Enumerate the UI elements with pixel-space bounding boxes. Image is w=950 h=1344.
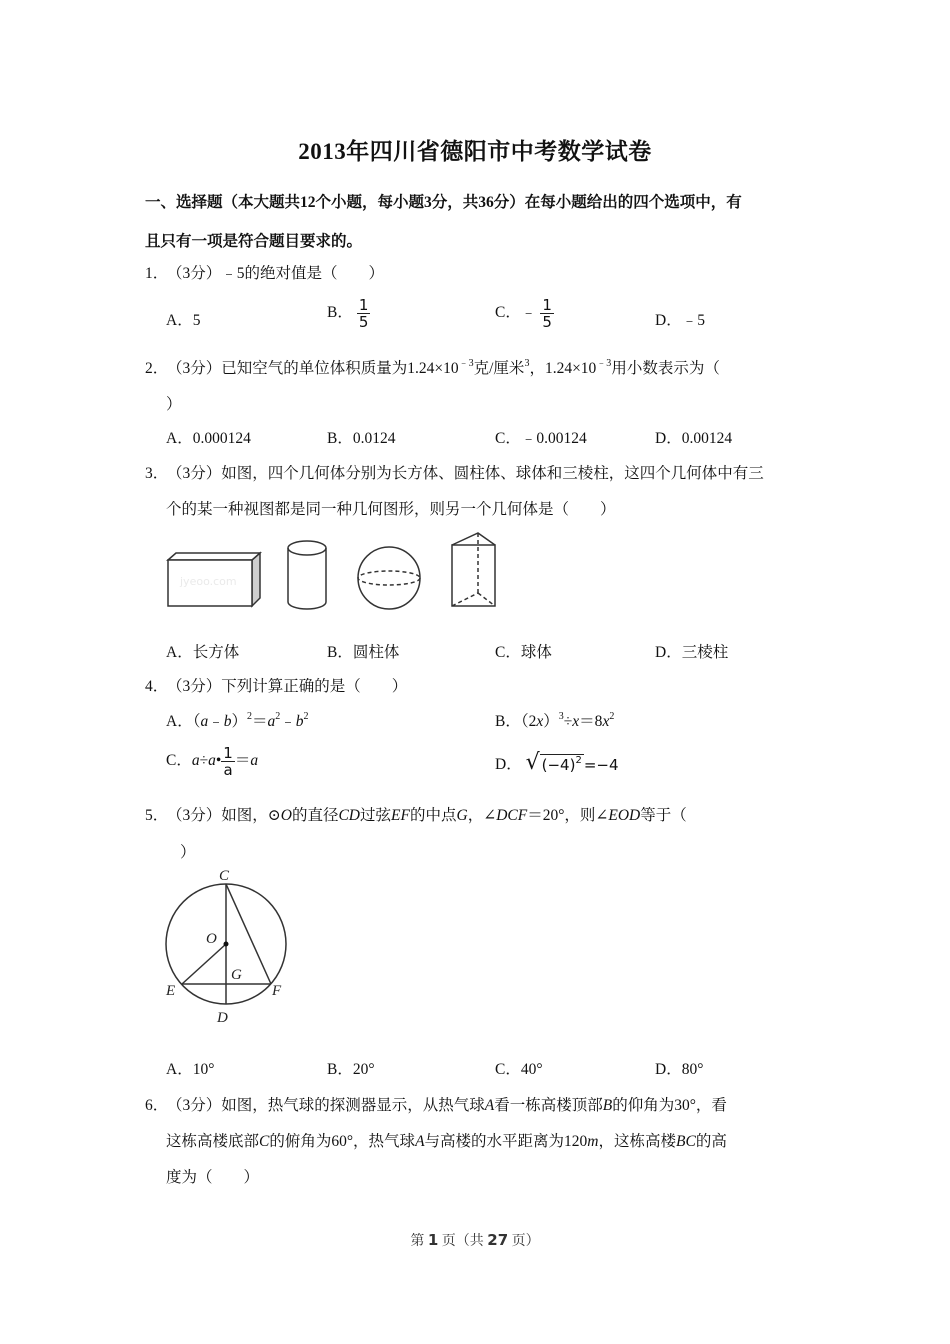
center-point — [224, 942, 229, 947]
text: 看一栋高楼顶部 — [494, 1097, 603, 1114]
question-3 — [145, 461, 764, 483]
question-5 — [145, 803, 687, 825]
text: 的高 — [695, 1133, 727, 1150]
question-6 — [145, 1093, 727, 1115]
question-text: （3分）﹣5的绝对值是（ ） — [167, 265, 385, 282]
option-label: B． — [495, 713, 521, 730]
option-label: B． — [327, 430, 353, 447]
label-f: F — [272, 983, 282, 999]
option-label: D． — [655, 644, 682, 661]
var: EF — [391, 807, 410, 824]
rhs: =−4 — [583, 756, 619, 774]
question-number: 2． — [145, 360, 169, 377]
option-value: 0.0124 — [352, 430, 396, 447]
q2-option-a[interactable] — [166, 426, 251, 448]
option-value: 0.00124 — [681, 430, 733, 447]
radical-sign-icon: √ — [525, 750, 540, 775]
text: ，1.24×10 — [529, 360, 597, 377]
op: ÷ — [199, 752, 209, 770]
total-pages: 27 — [487, 1231, 509, 1249]
superscript: 2 — [275, 711, 281, 722]
question-6-line3: 度为（ ） — [166, 1169, 260, 1186]
question-1 — [145, 261, 384, 283]
triangular-prism-figure — [452, 533, 495, 606]
option-value: 80° — [681, 1061, 704, 1078]
option-label: B． — [327, 1061, 353, 1078]
segment-oe — [182, 944, 226, 984]
var: a — [191, 752, 200, 770]
option-label: A． — [166, 1061, 193, 1078]
text: ，∠ — [467, 807, 497, 824]
option-label: A． — [166, 430, 193, 447]
option-value: 5 — [192, 312, 201, 329]
label-d: D — [217, 1010, 228, 1026]
var: x — [602, 713, 610, 730]
op: • — [215, 752, 222, 770]
q2-option-d[interactable] — [655, 426, 732, 448]
numerator: 1 — [223, 744, 233, 762]
square-root — [526, 752, 619, 774]
option-value: 圆柱体 — [352, 644, 400, 661]
op: ＝ — [252, 713, 268, 730]
var: EOD — [608, 807, 641, 824]
var: a — [250, 752, 259, 770]
option-value: 40° — [520, 1061, 543, 1078]
q4-option-a[interactable] — [166, 709, 309, 731]
var: a — [208, 752, 216, 770]
label-c: C — [219, 868, 230, 884]
op: ＝8 — [579, 713, 603, 730]
option-label: D． — [655, 1061, 682, 1078]
fraction — [357, 297, 371, 330]
fraction — [540, 297, 554, 330]
q3-option-a[interactable] — [166, 640, 239, 662]
option-value: 0.000124 — [192, 430, 251, 447]
var: O — [280, 807, 292, 824]
superscript: 3 — [558, 711, 564, 722]
numerator: 1 — [542, 296, 552, 314]
question-3-continued: 个的某一种视图都是同一种几何图形，则另一个几何体是（ ） — [166, 501, 616, 518]
text: 用小数表示为（ — [611, 360, 720, 377]
cylinder-figure — [288, 541, 326, 609]
option-value: 10° — [192, 1061, 215, 1078]
question-text: （3分）下列计算正确的是（ ） — [167, 678, 408, 695]
label-e: E — [166, 983, 176, 999]
q5-option-a[interactable] — [166, 1057, 214, 1079]
q4-option-c[interactable] — [166, 745, 258, 778]
var: CD — [338, 807, 361, 824]
var: a — [200, 713, 209, 730]
superscript: 2 — [303, 711, 309, 722]
q5-option-c[interactable] — [495, 1057, 543, 1079]
option-label: B． — [327, 304, 353, 322]
op: ÷ — [563, 713, 573, 730]
var: A — [484, 1097, 495, 1114]
section-heading-line1: 一、选择题（本大题共12个小题，每小题3分，共36分）在每小题给出的四个选项中，有 — [145, 194, 742, 211]
q2-option-b[interactable] — [327, 426, 395, 448]
option-label: D． — [495, 756, 522, 773]
text: 等于（ — [640, 807, 687, 824]
option-label: A． — [166, 713, 193, 730]
var: A — [415, 1133, 425, 1150]
superscript: ﹣3 — [458, 358, 474, 369]
sphere-figure — [358, 547, 420, 609]
text: （3分）如图，热气球的探测器显示，从热气球 — [167, 1097, 485, 1114]
radicand — [540, 754, 584, 774]
footer-text: 第 — [410, 1234, 425, 1249]
page-title: 2013年四川省德阳市中考数学试卷 — [298, 139, 652, 164]
minus-sign: ﹣ — [520, 304, 537, 322]
question-number: 6． — [145, 1097, 169, 1114]
label-g: G — [231, 967, 242, 983]
question-6-line2 — [166, 1129, 727, 1151]
text: 的直径 — [291, 807, 339, 824]
var: B — [602, 1097, 613, 1114]
option-value: 三棱柱 — [681, 644, 729, 661]
superscript: ﹣3 — [596, 358, 612, 369]
q1-option-d[interactable] — [655, 308, 705, 330]
op: ＝ — [234, 752, 251, 770]
option-value: ﹣5 — [681, 312, 705, 329]
question-number: 3． — [145, 465, 169, 482]
denominator: 5 — [542, 313, 552, 331]
text: 与高楼的水平距离为120 — [424, 1133, 588, 1150]
denominator: 5 — [358, 313, 369, 331]
q1-option-b[interactable] — [327, 297, 370, 330]
q4-option-d[interactable] — [495, 752, 619, 774]
label-o: O — [206, 931, 217, 947]
page-footer — [0, 1230, 950, 1250]
option-label: A． — [166, 312, 193, 329]
var: C — [259, 1133, 270, 1150]
option-label: D． — [655, 430, 682, 447]
q5-circle-figure — [155, 862, 305, 1030]
option-value: 长方体 — [192, 644, 240, 661]
var: G — [456, 807, 468, 824]
option-value: 20° — [352, 1061, 375, 1078]
q5-option-b[interactable] — [327, 1057, 375, 1079]
denominator: a — [223, 761, 233, 779]
watermark: jyeoo.com — [180, 575, 237, 588]
question-5-continued: ） — [180, 844, 196, 861]
radicand-base: (−4) — [541, 756, 576, 774]
question-number: 1． — [145, 265, 169, 282]
var: x — [536, 713, 544, 730]
page-number: 1 — [427, 1231, 439, 1249]
paren: （2 — [520, 713, 537, 730]
question-text: （3分）如图，四个几何体分别为长方体、圆柱体、球体和三棱柱，这四个几何体中有三 — [167, 465, 764, 482]
text: 克/厘米 — [473, 360, 525, 377]
question-2-continued: ） — [166, 396, 182, 413]
option-label: A． — [166, 644, 193, 661]
footer-text: 页（共 — [441, 1234, 484, 1249]
var: b — [295, 713, 304, 730]
option-value: ﹣0.00124 — [520, 430, 587, 447]
option-label: D． — [655, 312, 682, 329]
text: （3分）如图，⊙ — [167, 807, 281, 824]
question-2 — [145, 356, 720, 378]
superscript: 2 — [609, 711, 615, 722]
option-value: 球体 — [520, 644, 552, 661]
q3-solids-figure — [160, 530, 510, 618]
superscript: 2 — [575, 755, 582, 766]
text: （3分）已知空气的单位体积质量为1.24×10 — [167, 360, 459, 377]
text: ，这栋高楼 — [598, 1133, 677, 1150]
var: BC — [676, 1133, 696, 1150]
footer-text: 页） — [511, 1234, 540, 1249]
var: m — [587, 1133, 599, 1150]
option-label: B． — [327, 644, 353, 661]
option-label: C． — [495, 304, 521, 322]
var: a — [267, 713, 276, 730]
q4-option-b[interactable] — [495, 709, 614, 731]
q3-option-b[interactable] — [327, 640, 399, 662]
text: 的俯角为60°，热气球 — [269, 1133, 416, 1150]
var: b — [223, 713, 232, 730]
text: 过弦 — [360, 807, 392, 824]
var: DCF — [496, 807, 528, 824]
var: x — [572, 713, 580, 730]
q2-option-c[interactable] — [495, 426, 587, 448]
q5-option-d[interactable] — [655, 1057, 703, 1079]
question-number: 5． — [145, 807, 169, 824]
question-4 — [145, 674, 407, 696]
paren: （ — [192, 713, 201, 730]
q3-option-c[interactable] — [495, 640, 552, 662]
paren: ） — [231, 713, 247, 730]
paren: ） — [543, 713, 559, 730]
q1-option-a[interactable] — [166, 308, 200, 330]
q1-option-c[interactable] — [495, 297, 554, 330]
q3-option-d[interactable] — [655, 640, 728, 662]
superscript: 2 — [247, 711, 252, 722]
op: ﹣ — [280, 713, 296, 730]
fraction — [221, 745, 235, 778]
option-label: C． — [166, 752, 192, 770]
numerator: 1 — [358, 296, 369, 314]
text: ＝20°，则∠ — [527, 807, 609, 824]
text: 的中点 — [409, 807, 457, 824]
section-heading-line2: 且只有一项是符合题目要求的。 — [145, 233, 363, 250]
text: 这栋高楼底部 — [166, 1133, 260, 1150]
superscript: 3 — [524, 358, 530, 369]
option-label: C． — [495, 1061, 521, 1078]
text: 的仰角为30°，看 — [612, 1097, 727, 1114]
option-label: C． — [495, 644, 521, 661]
option-label: C． — [495, 430, 521, 447]
op: ﹣ — [208, 713, 224, 730]
question-number: 4． — [145, 678, 169, 695]
